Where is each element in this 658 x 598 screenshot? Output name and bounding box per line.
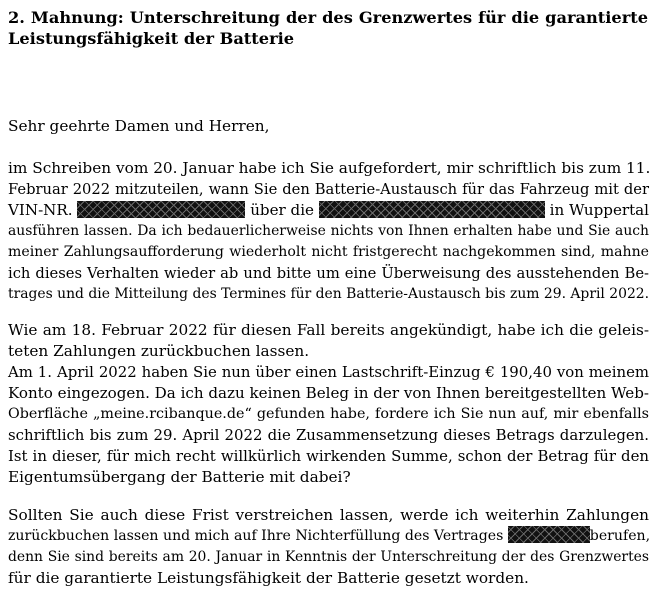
paragraph-1	[8, 158, 649, 305]
heading-line: Leistungsfähigkeit der Batterie	[8, 29, 295, 48]
letter-heading	[8, 7, 648, 49]
text-line: Konto eingezogen. Da ich dazu keinen Beleg in der von Ihnen bereitgestellten Web-	[8, 384, 649, 402]
text-line: teten Zahlungen zurückbuchen lassen.	[8, 342, 310, 360]
contract-text: zurückbuchen lassen und mich auf Ihre Nichterfüllung des Vertrages	[8, 528, 504, 544]
paragraph-2	[8, 320, 649, 488]
text-line: Oberfläche „meine.rcibanque.de“ gefunden habe, fordere ich Sie nun auf, mir ebenfalls	[8, 406, 649, 422]
via-text: über die	[250, 201, 314, 219]
contract-text-end: berufen,	[589, 528, 651, 544]
redacted-dealer	[319, 201, 545, 218]
salutation	[8, 116, 649, 137]
location-text: in Wuppertal	[549, 201, 649, 219]
redacted-vin	[77, 201, 245, 218]
text-line: denn Sie sind bereits am 20. Januar in Kenntnis der Unterschreitung der des Grenzwertes	[8, 549, 649, 565]
text-line: Eigentumsübergang der Batterie mit dabei?	[8, 468, 351, 486]
salutation-text: Sehr geehrte Damen und Herren,	[8, 117, 270, 135]
text-line-vin	[8, 200, 649, 221]
heading-line: 2. Mahnung: Unterschreitung der des Grenzwertes für die garantierte	[8, 8, 648, 27]
text-line: Sollten Sie auch diese Frist verstreichen lassen, werde ich weiterhin Zahlungen	[8, 506, 649, 524]
text-line: schriftlich bis zum 29. April 2022 die Zusammensetzung dieses Betrags darzulegen.	[8, 426, 649, 444]
text-line: für die garantierte Leistungsfähigkeit der Batterie gesetzt worden.	[8, 569, 529, 587]
text-line: meiner Zahlungsaufforderung wiederholt nicht fristgerecht nachgekommen sind, mahne	[8, 244, 649, 260]
vin-label: VIN-NR.	[8, 201, 73, 219]
text-line: ausführen lassen. Da ich bedauerlicherweise nichts von Ihnen erhalten habe und Sie auch	[8, 223, 649, 239]
text-line: Wie am 18. Februar 2022 für diesen Fall bereits angekündigt, habe ich die geleis-	[8, 321, 649, 339]
text-line-contract	[8, 526, 649, 547]
text-line: Ist in dieser, für mich recht willkürlich wirkenden Summe, schon der Betrag für den	[8, 447, 649, 465]
text-line: trages und die Mitteilung des Termines für den Batterie-Austausch bis zum 29. April 2022.	[8, 286, 650, 302]
paragraph-3	[8, 505, 649, 589]
redacted-contract-number	[508, 526, 590, 543]
text-line: ich dieses Verhalten wieder ab und bitte um eine Überweisung des ausstehenden Be-	[8, 265, 649, 282]
text-line: im Schreiben vom 20. Januar habe ich Sie aufgefordert, mir schriftlich bis zum 11.	[8, 159, 651, 177]
text-line: Am 1. April 2022 haben Sie nun über einen Lastschrift-Einzug € 190,40 von meinem	[8, 363, 649, 381]
text-line: Februar 2022 mitzuteilen, wann Sie den Batterie-Austausch für das Fahrzeug mit der	[8, 181, 649, 198]
